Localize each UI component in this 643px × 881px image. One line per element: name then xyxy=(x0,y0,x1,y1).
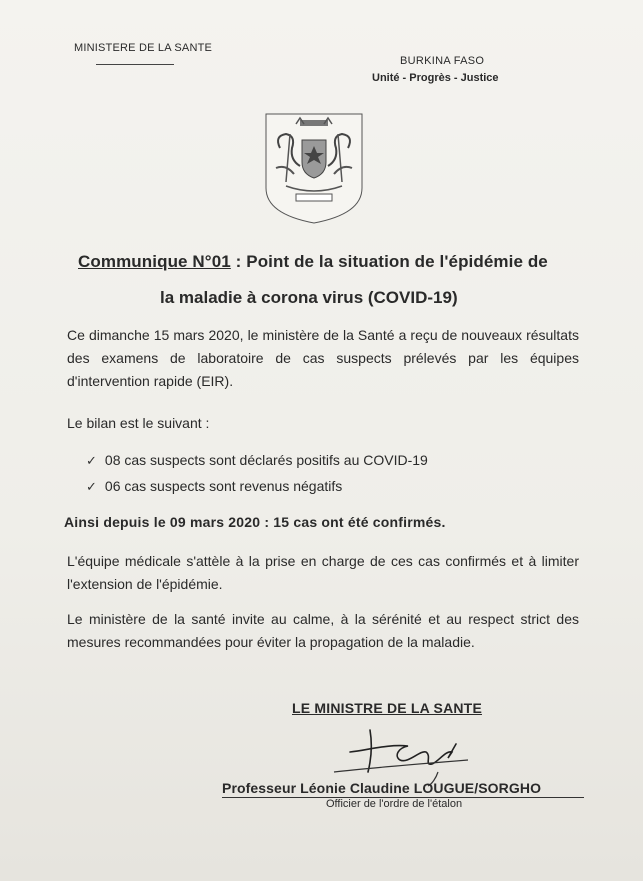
minister-title: LE MINISTRE DE LA SANTE xyxy=(292,700,482,716)
paragraph-medical-team: L'équipe médicale s'attèle à la prise en charge de ces cas confirmés et à limiter l'extension de l'épidémie. xyxy=(67,553,579,592)
communique-title-line2: la maladie à corona virus (COVID-19) xyxy=(160,288,458,307)
list-item xyxy=(86,478,342,495)
checkmark-icon: ✓ xyxy=(86,453,97,468)
list-item xyxy=(86,452,428,469)
handwritten-signature-icon xyxy=(328,722,478,788)
title-separator: : xyxy=(230,252,247,271)
communique-number: Communique N°01 xyxy=(78,252,231,271)
signatory-name: Professeur Léonie Claudine LOUGUE/SORGHO xyxy=(222,780,542,796)
national-motto: Unité - Progrès - Justice xyxy=(372,72,499,84)
confirmed-cases-statement: Ainsi depuis le 09 mars 2020 : 15 cas ont été confirmés. xyxy=(64,514,446,530)
signatory-distinction: Officier de l'ordre de l'étalon xyxy=(326,798,463,810)
checkmark-icon: ✓ xyxy=(86,479,97,494)
country-name: BURKINA FASO xyxy=(400,55,485,67)
paragraph-intro: Ce dimanche 15 mars 2020, le ministère de la Santé a reçu de nouveaux résultats des examens de laboratoire de cas suspects prélevés par les équipes d'intervention rapide (EIR). xyxy=(67,327,579,389)
ministry-name: MINISTERE DE LA SANTE xyxy=(74,42,213,54)
paragraph-call-to-calm: Le ministère de la santé invite au calme, à la sérénité et au respect strict des mesures recommandées pour éviter la propagation de la maladie. xyxy=(67,611,579,650)
list-item-text: 06 cas suspects sont revenus négatifs xyxy=(104,478,343,494)
title-subject: Point de la situation de l'épidémie de xyxy=(246,252,548,271)
communique-title-line1 xyxy=(78,252,598,272)
ministry-underline xyxy=(96,64,174,65)
paragraph-summary: Le bilan est le suivant : xyxy=(67,415,210,431)
list-item-text: 08 cas suspects sont déclarés positifs au COVID-19 xyxy=(104,452,428,468)
coat-of-arms-icon xyxy=(262,110,366,226)
